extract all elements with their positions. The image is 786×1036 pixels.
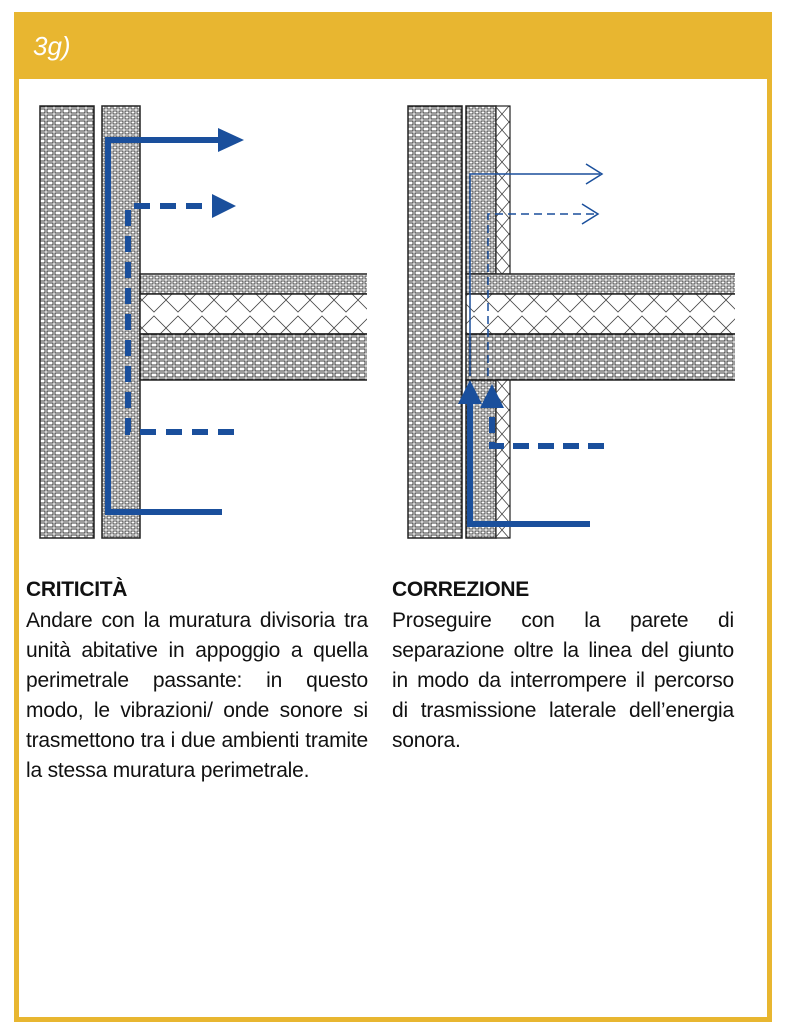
partition-slab — [140, 274, 367, 380]
correzione-diagram — [390, 90, 735, 540]
perimeter-wall — [408, 106, 462, 538]
criticita-text: Andare con la muratura divisoria tra unità abitative in appoggio a quella perimetrale passante: in questo modo, le vibrazioni/ onde sonore si trasmettono tra i due ambienti tramite la stessa muratura perimetrale. — [26, 609, 368, 782]
correzione-heading: CORREZIONE — [392, 578, 530, 601]
figure-label: 3g) — [33, 31, 71, 61]
partition-slab — [466, 274, 735, 380]
card-header — [19, 17, 767, 79]
criticita-diagram-svg — [22, 90, 367, 540]
criticita-diagram — [22, 90, 367, 540]
correzione-text: Proseguire con la parete di separazione oltre la linea del giunto in modo da interrompere il percorso di trasmissione laterale dell’energia sonora. — [392, 609, 734, 752]
criticita-heading: CRITICITÀ — [26, 578, 128, 601]
perimeter-wall — [40, 106, 94, 538]
inner-wall-upper — [466, 106, 510, 274]
criticita-column — [26, 578, 368, 786]
correzione-diagram-svg — [390, 90, 735, 540]
correzione-column — [392, 578, 734, 756]
